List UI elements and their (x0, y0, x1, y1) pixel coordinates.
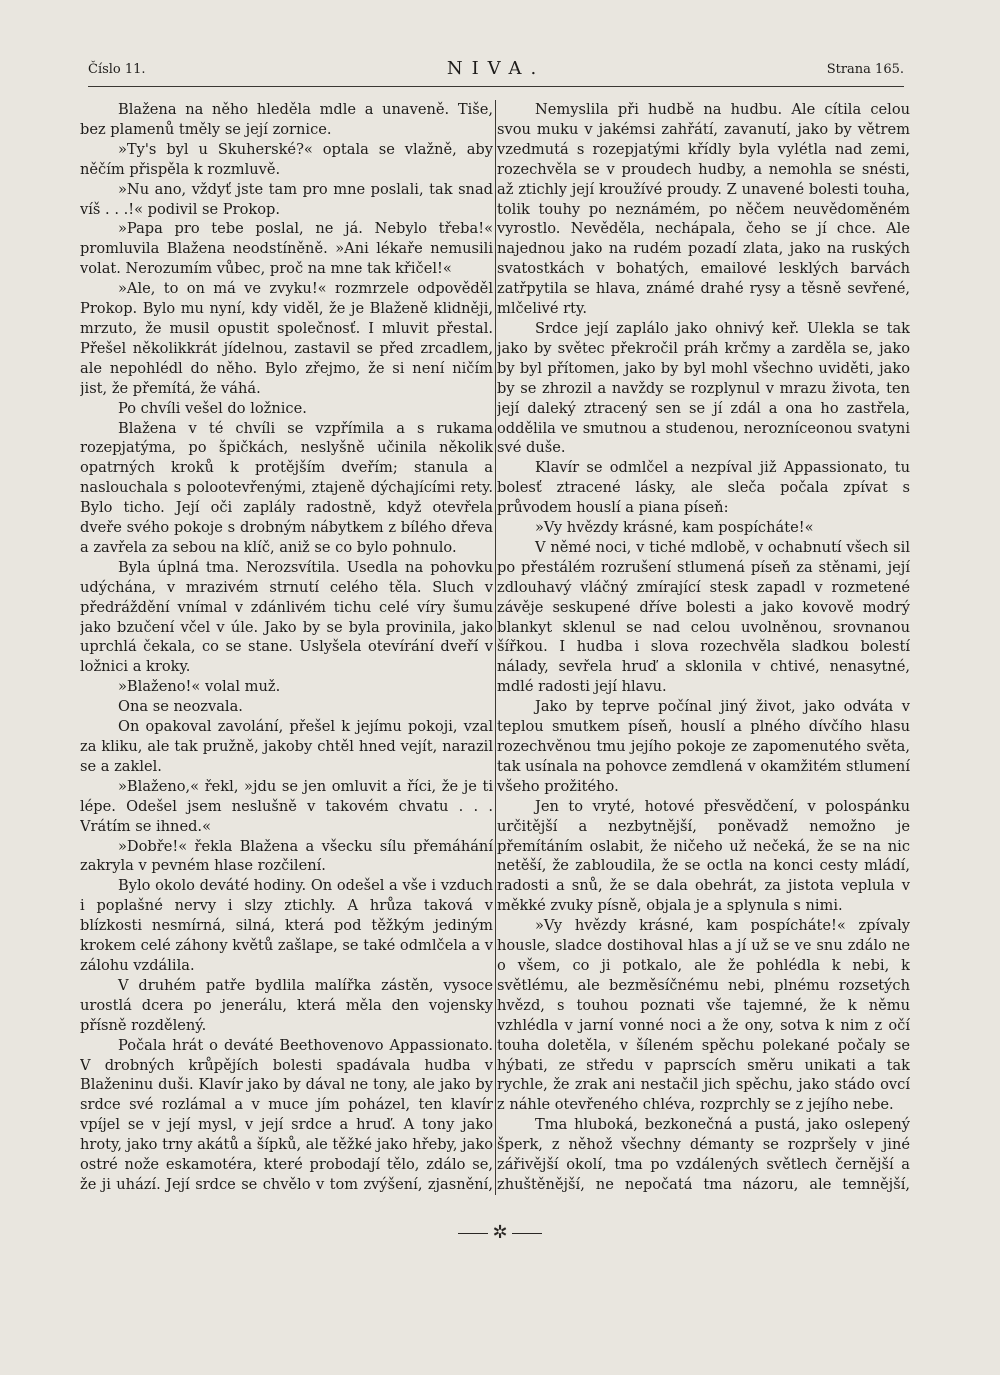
ornament-icon: ✲ (492, 1222, 508, 1243)
issue-number: Číslo 11. (88, 62, 146, 77)
paragraph: Blažena na něho hleděla mdle a unaveně. Tiše, bez plamenů tměly se její zornice. (80, 101, 493, 138)
paragraph: »Blaženo!« volal muž. (118, 678, 281, 696)
paragraph: Jako by teprve počínal jiný život, jako odváta v teplou smutkem píseň, houslí a plného dívčího hlasu rozechvěnou tmu jejího pokoje ze zapomenutého světa, tak usínala na pohovce zemdlená v okamžitém stlumení všeho prožitého. (497, 698, 910, 795)
paragraph: »Nu ano, vždyť jste tam pro mne poslali, tak snad víš . . .!« podivil se Prokop. (80, 180, 493, 218)
paragraph: »Blaženo,« řekl, »jdu se jen omluvit a říci, že je ti lépe. Odešel jsem neslušně v takovém chvatu . . . Vrátím se ihned.« (80, 777, 493, 835)
page-number: Strana 165. (826, 62, 904, 77)
publication-title: NIVA. (446, 58, 546, 79)
paragraph: V němé noci, v tiché mdlobě, v ochabnutí všech sil po přestálém rozrušení stlumená píseň za stěnami, její zdlouhavý vláčný zmírající stesk zapadl v rozmetené závěje seskupené dříve bolesti a jako kovově modrý blankyt sklenul se nad celou uvolněnou, srovnanou šířkou. I hudba i slova rozechvěla sladkou bolestí nálady, sevřela hruď a sklonila v chtivé, nenasytné, mdlé radosti její hlavu. (497, 538, 910, 696)
paragraph: »Ale, to on má ve zvyku!« rozmrzele odpověděl Prokop. Bylo mu nyní, kdy viděl, že je Blaženě klidněji, mrzuto, že musil opustit společnosť. I mluvit přestal. Přešel několikkrát jídelnou, zastavil se před zrcadlem, ale nepohlédl do něho. Bylo zřejmo, že si není ničím jist, že přemítá, že váhá. (80, 280, 493, 397)
paragraph: Po chvíli vešel do ložnice. (118, 399, 307, 417)
paragraph: »Ty's byl u Skuherské?« optala se vlažně, aby něčím přispěla k rozmluvě. (80, 140, 493, 178)
paragraph: Blažena v té chvíli se vzpřímila a s rukama rozepjatýma, po špičkách, neslyšně učinila několik opatrných kroků k protějším dveřím; stanula a naslouchala s polootevřenými, ztajeně dýchajícími rety. Bylo ticho. Její oči zaplály radostně, když otevřela dveře svého pokoje s drobným nábytkem z bílého dřeva a zavřela za sebou na klíč, aniž se co bylo pohnulo. (80, 419, 493, 556)
paragraph: Tma hluboká, bezkonečná a pustá, jako oslepený šperk, z něhož všechny démanty se rozpršely v jiné zářivější okolí, tma po vzdálených světlech černější a zhuštěnější, ne nepočatá tma názoru, ale temnější, (497, 1116, 910, 1193)
column-divider (495, 100, 496, 1195)
right-column (497, 100, 910, 1195)
paragraph: Bylo okolo deváté hodiny. On odešel a vše i vzduch i poplašné nervy i slzy ztichly. A hrůza taková v blízkosti nesmírná, silná, která pod těžkým jediným krokem celé záhony květů zašlape, se také odmlčela a v zálohu vzdálila. (80, 877, 493, 974)
end-ornament (0, 1222, 1000, 1243)
paragraph: »Vy hvězdy krásné, kam pospícháte!« zpívaly housle, sladce dostihoval hlas a jí už se ve snu zdálo ne o všem, co ji potkalo, ale že pohlédla k nebi, k světlému, ale bezměsíčnému nebi, plnému rozsetých hvězd, s touhou poznati vše tajemné, že k němu vzhlédla v jarní vonné noci a že ony, sotva k nim z očí touha doletěla, v šíleném spěchu polekané počaly se hýbati, ze středu v paprscích směru unikati a tak rychle, že zrak ani nestačil jich spěchu, jako stádo ovcí z náhle otevřeného chléva, rozprchly se z jejího nebe. (497, 917, 910, 1114)
paragraph: Ona se neozvala. (118, 698, 243, 716)
paragraph: Jen to vryté, hotové přesvědčení, v polospánku určitější a nezbytnější, poněvadž nemožno je přemítáním oslabit, že ničeho už nečeká, že se na nic netěší, že zabloudila, že se octla na konci cesty mládí, radosti a snů, že se dala obehrát, za jistota veplula v měkké zvuky písně, objala je a splynula s nimi. (497, 797, 910, 915)
paragraph: »Papa pro tebe poslal, ne já. Nebylo třeba!« promluvila Blažena neodstíněně. »Ani lékaře nemusili volat. Nerozumím vůbec, proč na mne tak křičel!« (80, 220, 493, 278)
paragraph: Klavír se odmlčel a nezpíval již Appassionato, tu bolesť ztracené lásky, ale sleča počala zpívat s průvodem houslí a piana píseň: (497, 459, 910, 517)
paragraph: Srdce její zaplálo jako ohnivý keř. Ulekla se tak jako by světec překročil práh krčmy a zarděla se, jako by byl přítomen, jako by byl mohl všechno uviděti, jako by se zhrozil a navždy se rozplynul v mrazu života, ten její daleký ztracený sen se jí zdál a ona ho zastřela, oddělila ve smutnou a studenou, nerozníceonou svatyni své duše. (497, 319, 910, 457)
paragraph: »Dobře!« řekla Blažena a všecku sílu přemáhání zakryla v pevném hlase rozčilení. (80, 837, 493, 875)
paragraph: »Vy hvězdy krásné, kam pospícháte!« (535, 519, 814, 537)
text-columns (80, 100, 910, 1195)
page-header (88, 56, 904, 87)
paragraph: Počala hrát o deváté Beethovenovo Appassionato. V drobných krůpějích bolesti spadávala hudba v Blaženinu duši. Klavír jako by dával ne tony, ale jako by srdce své rozlámal a v muce jím poházel, ten klavír vpíjel se v její mysl, v její srdce a hruď. A tony jako hroty, jako trny akátů a šípků, ale těžké jako hřeby, jako ostré nože eskamotéra, které probodají tělo, zdálo se, že ji uhází. Její srdce se chvělo v tom zvýšení, zjasnění, (80, 1036, 493, 1193)
paragraph: V druhém patře bydlila malířka zástěn, vysoce urostlá dcera po jenerálu, která měla den vojensky přísně rozdělený. (80, 976, 493, 1034)
paragraph: Byla úplná tma. Nerozsvítila. Usedla na pohovku udýchána, v mrazivém strnutí celého těla. Sluch v předráždění vnímal v zdánlivém tichu celé víry šumu jako bzučení včel v úle. Jako by se byla provinila, jako uprchlá čekala, co se stane. Uslyšela otevírání dveří v ložnici a kroky. (80, 558, 493, 676)
left-column (80, 100, 493, 1195)
paragraph: On opakoval zavolání, přešel k jejímu pokoji, vzal za kliku, ale tak pružně, jakoby chtěl hned vejít, narazil se a zaklel. (80, 718, 493, 775)
paragraph: Nemyslila při hudbě na hudbu. Ale cítila celou svou muku v jakémsi zahřátí, zavanutí, jako by větrem vzedmutá s rozepjatými křídly byla vylétla nad zemi, rozechvěla se v proudech hudby, a nemohla se snésti, až ztichly její kroužívé proudy. Z unavené bolesti touha, tolik touhy po neznámém, po něčem neuvědoměném vyrostlo. Nevěděla, nechápala, čeho se jí chce. Ale najednou jako na rudém pozadí zlata, jako na ruských svatostkách v bohatých, emailové lesklých barvách zatřpytila se hlava, známé drahé rysy a těsně sevřené, mlčelivé rty. (497, 101, 910, 318)
